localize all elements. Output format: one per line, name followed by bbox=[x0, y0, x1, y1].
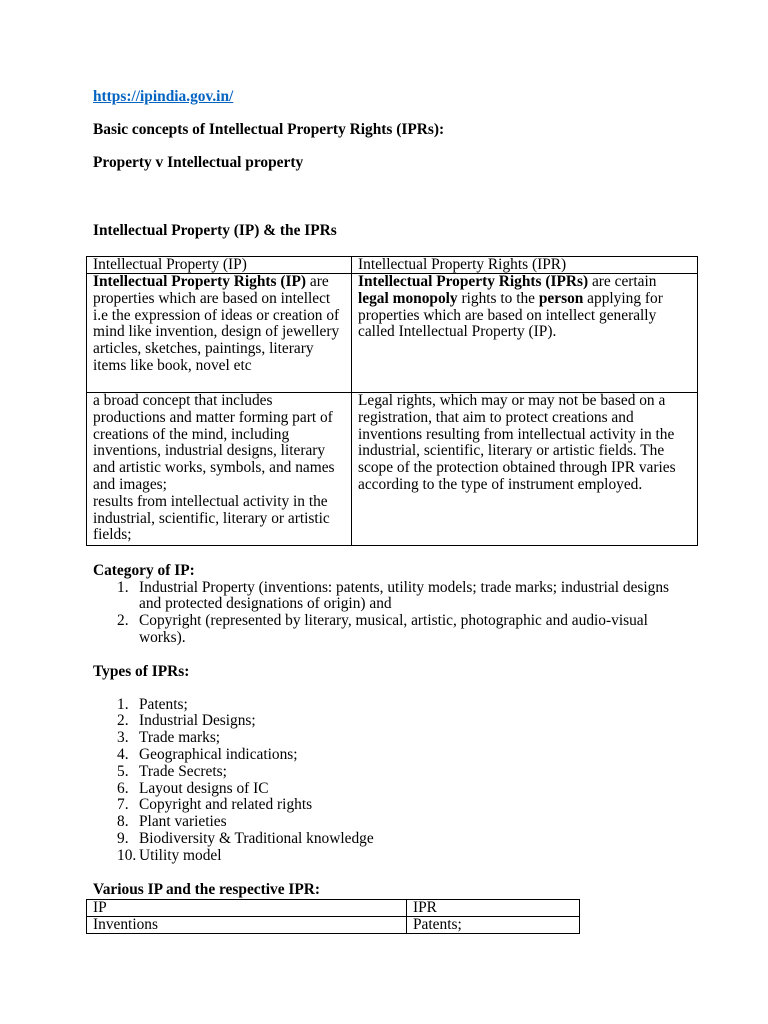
list-item-text: Trade marks; bbox=[139, 729, 221, 747]
list-item bbox=[117, 580, 677, 614]
list-item-text: Industrial Designs; bbox=[139, 712, 256, 730]
list-number: 10. bbox=[117, 846, 137, 864]
ip-vs-ipr-table bbox=[86, 256, 698, 546]
bold-term: legal monopoly bbox=[358, 289, 458, 307]
list-number: 8. bbox=[117, 813, 129, 831]
list-item bbox=[117, 781, 677, 798]
list-item-text: Layout designs of IC bbox=[139, 779, 269, 797]
list-number: 9. bbox=[117, 829, 129, 847]
list-item bbox=[117, 613, 677, 647]
cell-paragraph: Legal rights, which may or may not be based on a registration, that aim to protect creations and inventions resulting from intellectual activity in the industrial, scientific, literary or artistic fields. The scope of the protection obtained through IPR varies according to the type of instrument employed. bbox=[358, 393, 676, 493]
heading-property-v-ip: Property v Intellectual property bbox=[93, 153, 304, 171]
list-number: 2. bbox=[117, 712, 129, 730]
table-cell-ip-definition bbox=[87, 274, 352, 393]
list-item bbox=[117, 814, 677, 831]
list-item-text: Copyright and related rights bbox=[139, 796, 313, 814]
cell-text: are certain bbox=[588, 274, 657, 290]
cell-paragraph bbox=[358, 274, 684, 341]
bold-term: Intellectual Property Rights (IPRs) bbox=[358, 274, 589, 290]
list-number: 3. bbox=[117, 729, 129, 747]
list-item bbox=[117, 747, 677, 764]
cell-text: rights to the bbox=[457, 289, 539, 307]
list-item bbox=[117, 730, 677, 747]
bold-term: person bbox=[538, 289, 584, 307]
list-item-text: Trade Secrets; bbox=[139, 762, 227, 780]
list-number: 1. bbox=[117, 695, 129, 713]
table-header-ip: IP bbox=[87, 900, 407, 917]
ip-ipr-table bbox=[86, 899, 580, 934]
list-item bbox=[117, 697, 677, 714]
list-item bbox=[117, 713, 677, 730]
table-cell-ipr-legal-rights bbox=[352, 393, 698, 546]
category-list bbox=[117, 580, 677, 647]
heading-basic-concepts: Basic concepts of Intellectual Property Rights (IPRs): bbox=[93, 120, 445, 138]
list-item-text: Plant varieties bbox=[139, 813, 227, 831]
list-number: 5. bbox=[117, 762, 129, 780]
list-number: 2. bbox=[117, 612, 129, 630]
bold-term: Intellectual Property Rights (IP) bbox=[93, 274, 307, 290]
heading-various-ip: Various IP and the respective IPR: bbox=[93, 880, 321, 898]
list-item-text: Copyright (represented by literary, musical, artistic, photographic and audio-visual works). bbox=[139, 612, 648, 646]
list-item bbox=[117, 797, 677, 814]
list-item-text: Geographical indications; bbox=[139, 745, 298, 763]
table-header-ip: Intellectual Property (IP) bbox=[87, 257, 352, 274]
list-number: 4. bbox=[117, 745, 129, 763]
cell-text: applying for properties which are based on intellect generally called Intellectual Property (IP). bbox=[358, 289, 663, 341]
cell-paragraph: a broad concept that includes productions and matter forming part of creations of the mind, including inventions, industrial designs, literary and artistic works, symbols, and names and images; bbox=[93, 393, 335, 493]
list-item bbox=[117, 848, 677, 865]
list-item-text: Utility model bbox=[139, 846, 222, 864]
heading-ip-and-iprs: Intellectual Property (IP) & the IPRs bbox=[93, 221, 337, 239]
heading-category-of-ip: Category of IP: bbox=[93, 561, 195, 579]
list-item bbox=[117, 831, 677, 848]
table-cell-ipr-definition bbox=[352, 274, 698, 393]
types-list bbox=[117, 697, 677, 865]
list-number: 1. bbox=[117, 578, 129, 596]
ipindia-link[interactable]: https://ipindia.gov.in/ bbox=[93, 87, 234, 105]
list-item-text: Patents; bbox=[139, 695, 188, 713]
table-cell-ipr: Patents; bbox=[407, 917, 580, 934]
table-header-ipr: Intellectual Property Rights (IPR) bbox=[352, 257, 698, 274]
list-number: 7. bbox=[117, 796, 129, 814]
heading-types-of-iprs: Types of IPRs: bbox=[93, 662, 190, 680]
list-item-text: Industrial Property (inventions: patents, utility models; trade marks; industrial designs and protected designations of origin) and bbox=[139, 578, 670, 613]
list-item-text: Biodiversity & Traditional knowledge bbox=[139, 829, 374, 847]
table-cell-ip-concept bbox=[87, 393, 352, 546]
link-line bbox=[93, 89, 233, 106]
list-number: 6. bbox=[117, 779, 129, 797]
cell-paragraph: results from intellectual activity in the industrial, scientific, literary or artistic fields; bbox=[93, 492, 330, 544]
table-header-ipr: IPR bbox=[407, 900, 580, 917]
table-cell-ip: Inventions bbox=[87, 917, 407, 934]
list-item bbox=[117, 764, 677, 781]
cell-paragraph bbox=[93, 274, 344, 375]
cell-text: are properties which are based on intellect i.e the expression of ideas or creation of mind like invention, design of jewellery articles, sketches, paintings, literary items like book, novel etc bbox=[93, 274, 340, 374]
